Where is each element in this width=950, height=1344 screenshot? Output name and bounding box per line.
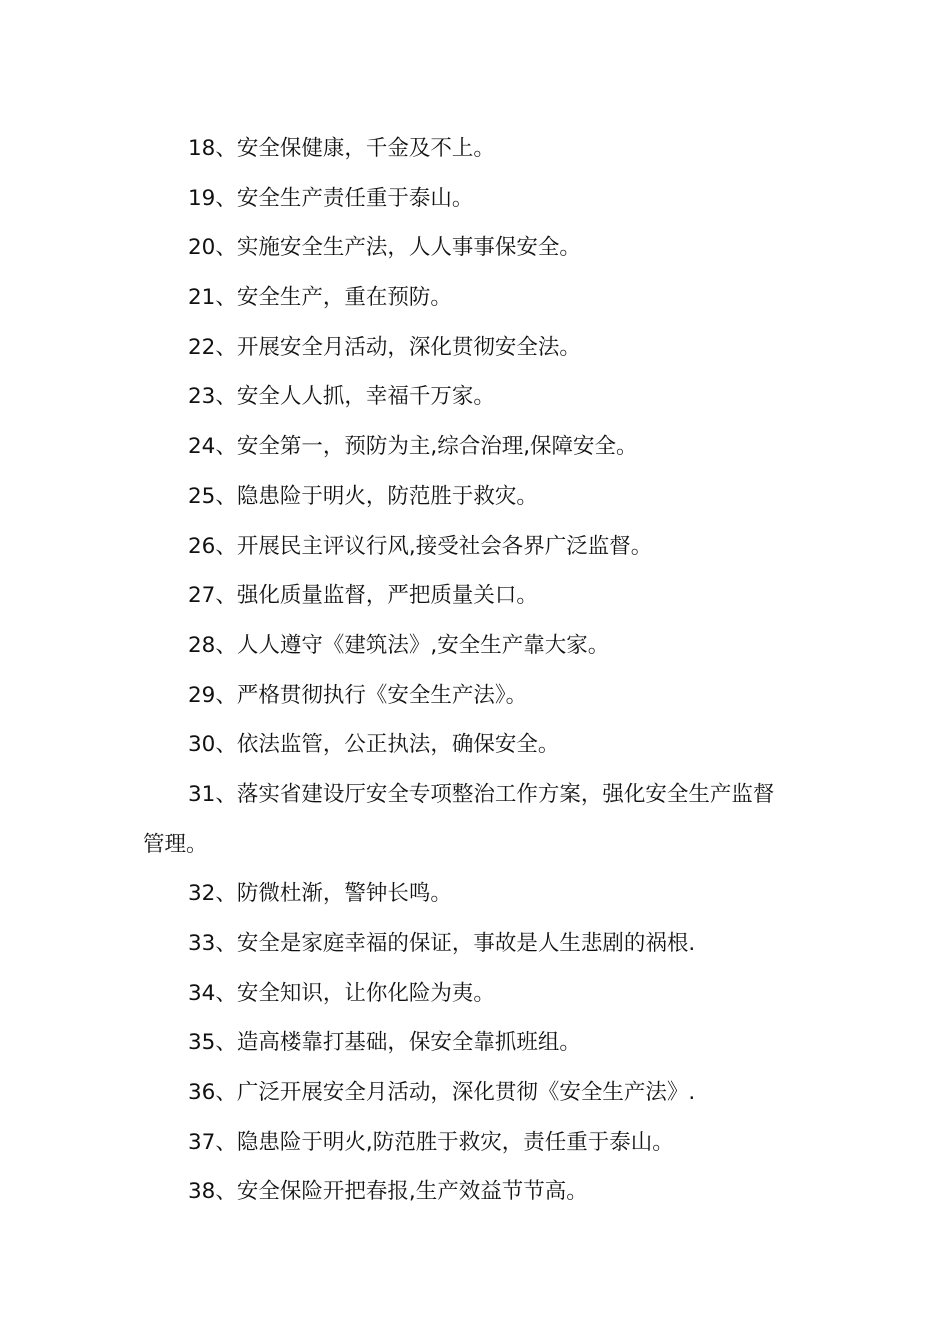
list-item-continuation: 管理。 bbox=[143, 831, 208, 857]
list-item: 18、安全保健康，千金及不上。 bbox=[188, 136, 495, 161]
list-item: 33、安全是家庭幸福的保证，事故是人生悲剧的祸根. bbox=[188, 931, 696, 956]
list-item: 22、开展安全月活动，深化贯彻安全法。 bbox=[188, 334, 581, 360]
list-item: 25、隐患险于明火，防范胜于救灾。 bbox=[188, 483, 538, 509]
list-item: 31、落实省建设厅安全专项整治工作方案，强化安全生产监督 bbox=[188, 781, 775, 807]
list-item: 27、强化质量监督，严把质量关口。 bbox=[188, 583, 538, 609]
list-item: 28、人人遵守《建筑法》,安全生产靠大家。 bbox=[188, 632, 610, 658]
list-item: 35、造高楼靠打基础，保安全靠抓班组。 bbox=[188, 1030, 581, 1056]
slogan-list bbox=[0, 124, 950, 1217]
list-item: 20、实施安全生产法，人人事事保安全。 bbox=[188, 235, 581, 261]
list-item: 19、安全生产责任重于泰山。 bbox=[188, 185, 474, 211]
list-item: 36、广泛开展安全月活动，深化贯彻《安全生产法》. bbox=[188, 1080, 696, 1106]
list-item: 23、安全人人抓，幸福千万家。 bbox=[188, 384, 495, 410]
list-item: 21、安全生产，重在预防。 bbox=[188, 285, 452, 311]
list-item: 38、安全保险开把春报,生产效益节节高。 bbox=[188, 1179, 588, 1205]
list-item: 37、隐患险于明火,防范胜于救灾，责任重于泰山。 bbox=[188, 1129, 674, 1155]
list-item: 26、开展民主评议行风,接受社会各界广泛监督。 bbox=[188, 533, 653, 559]
list-item: 30、依法监管，公正执法，确保安全。 bbox=[188, 732, 560, 758]
list-item: 24、安全第一，预防为主,综合治理,保障安全。 bbox=[188, 434, 638, 460]
list-item: 34、安全知识，让你化险为夷。 bbox=[188, 980, 495, 1006]
list-item: 29、严格贯彻执行《安全生产法》。 bbox=[188, 682, 528, 708]
list-item: 32、防微杜渐，警钟长鸣。 bbox=[188, 881, 452, 907]
